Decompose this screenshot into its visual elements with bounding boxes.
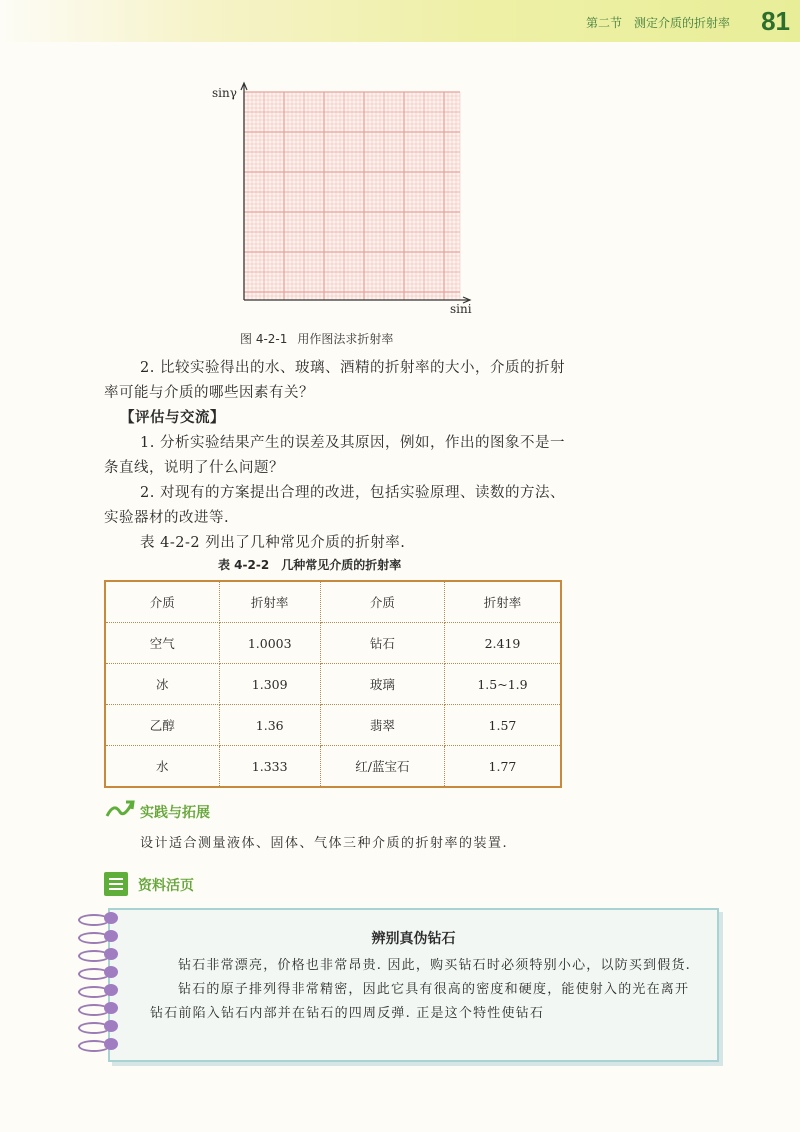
page-header [0, 0, 800, 42]
spiral-hole [104, 984, 118, 996]
table-title-text: 几种常见介质的折射率 [281, 558, 402, 572]
table-cell: 水 [105, 746, 219, 788]
spiral-hole [104, 930, 118, 942]
spiral-ring [78, 984, 118, 996]
spiral-ring [78, 912, 118, 924]
data-card-paragraph-1: 钻石非常漂亮，价格也非常昂贵. 因此，购买钻石时必须特别小心，以防买到假货. [178, 958, 691, 973]
page-number: 81 [761, 6, 790, 36]
document-icon [104, 872, 128, 896]
spiral-ring [78, 1002, 118, 1014]
figure-caption-text: 用作图法求折射率 [297, 332, 394, 346]
evaluation-heading-text: 【评估与交流】 [120, 410, 225, 426]
table-row [105, 705, 561, 746]
graph-paper-figure [212, 80, 474, 320]
spiral-ring [78, 1038, 118, 1050]
table-cell: 1.0003 [219, 623, 320, 664]
table-cell: 1.5~1.9 [444, 664, 561, 705]
refractive-index-table [104, 580, 562, 788]
spiral-hole [104, 1002, 118, 1014]
table-cell: 钻石 [320, 623, 444, 664]
spiral-ring [78, 948, 118, 960]
practice-arrow-icon [104, 798, 136, 822]
notebook-spiral [78, 906, 128, 1066]
table-row [105, 623, 561, 664]
spiral-ring [78, 930, 118, 942]
paragraph-table-intro: 表 4-2-2 列出了几种常见介质的折射率. [140, 535, 406, 551]
y-axis-label: sinγ [212, 86, 237, 100]
table-title-number: 表 4-2-2 [218, 558, 270, 572]
spiral-hole [104, 1038, 118, 1050]
table-cell: 1.333 [219, 746, 320, 788]
evaluation-heading [120, 406, 590, 431]
spiral-hole [104, 1020, 118, 1032]
table-cell: 玻璃 [320, 664, 444, 705]
section-title: 第二节 测定介质的折射率 [585, 16, 730, 30]
table-cell: 2.419 [444, 623, 561, 664]
table-cell: 1.309 [219, 664, 320, 705]
table-cell: 翡翠 [320, 705, 444, 746]
paragraph-eval-1: 1. 分析实验结果产生的误差及其原因，例如，作出的图象不是一条直线，说明了什么问题？ [104, 435, 565, 476]
table-header-row [105, 581, 561, 623]
table-header-cell: 折射率 [219, 581, 320, 623]
table-cell: 1.77 [444, 746, 561, 788]
spiral-hole [104, 912, 118, 924]
paragraph-question-2: 2. 比较实验得出的水、玻璃、酒精的折射率的大小，介质的折射率可能与介质的哪些因素有关？ [104, 360, 565, 401]
table-cell: 红/蓝宝石 [320, 746, 444, 788]
figure-caption [240, 330, 393, 347]
table-header-cell: 介质 [320, 581, 444, 623]
table-row [105, 746, 561, 788]
spiral-hole [104, 948, 118, 960]
data-card [108, 908, 719, 1062]
table-cell: 冰 [105, 664, 219, 705]
grid-svg [212, 80, 474, 320]
x-axis-label: sini [450, 302, 472, 316]
spiral-ring [78, 966, 118, 978]
table-row [105, 664, 561, 705]
table-title [218, 556, 401, 573]
data-card-paragraph-2: 钻石的原子排列得非常精密，因此它具有很高的密度和硬度，能使射入的光在离开钻石前陷入钻石内部并在钻石的四周反弹. 正是这个特性使钻石 [150, 982, 690, 1021]
extension-text: 设计适合测量液体、固体、气体三种介质的折射率的装置. [140, 836, 509, 851]
paragraph-eval-2: 2. 对现有的方案提出合理的改进，包括实验原理、读数的方法、实验器材的改进等. [104, 485, 565, 526]
table-cell: 1.57 [444, 705, 561, 746]
data-card-body [150, 954, 697, 1026]
spiral-hole [104, 966, 118, 978]
figure-caption-number: 图 4-2-1 [240, 332, 288, 346]
data-card-title: 辨别真伪钻石 [371, 931, 456, 947]
extension-heading-text: 实践与拓展 [140, 805, 210, 821]
table-header-cell: 介质 [105, 581, 219, 623]
data-page-heading-text: 资料活页 [138, 878, 194, 894]
table-header-cell: 折射率 [444, 581, 561, 623]
spiral-ring [78, 1020, 118, 1032]
table-cell: 乙醇 [105, 705, 219, 746]
table-cell: 1.36 [219, 705, 320, 746]
table-cell: 空气 [105, 623, 219, 664]
